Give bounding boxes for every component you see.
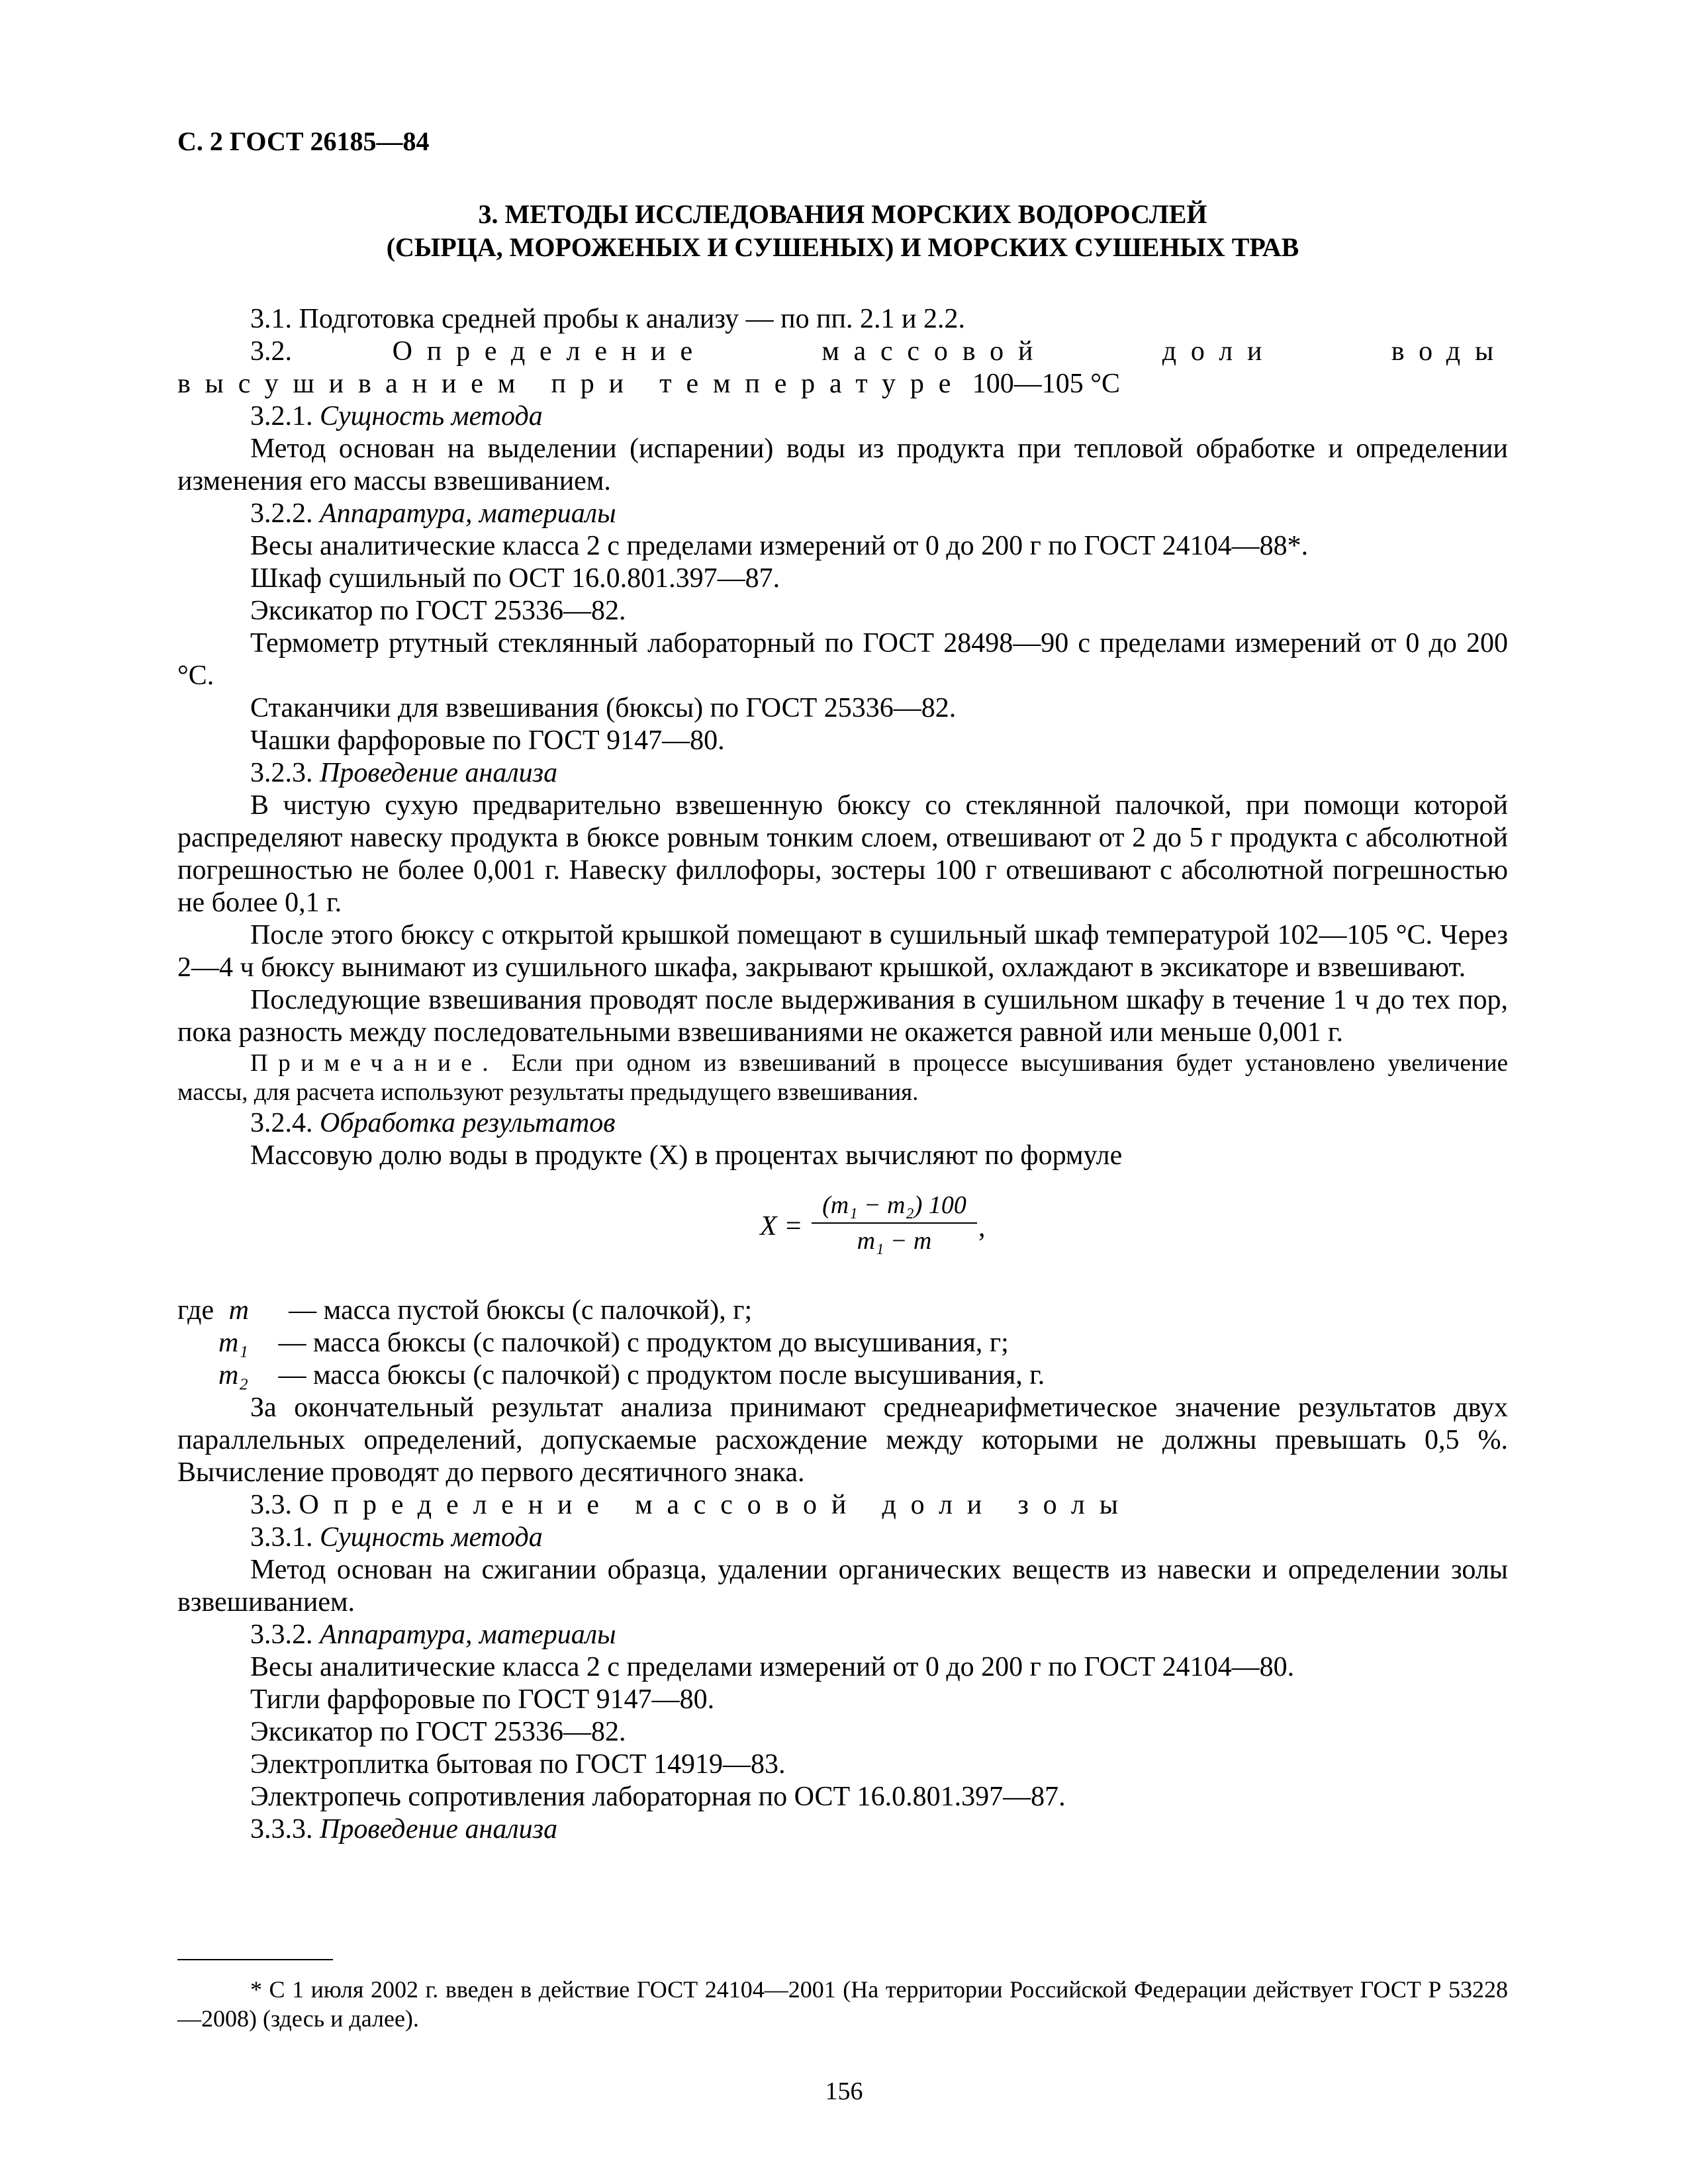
equipment-item: Электроплитка бытовая по ГОСТ 14919—83. xyxy=(250,1749,786,1780)
equipment-item: Весы аналитические класса 2 с пределами измерений от 0 до 200 г по ГОСТ 24104—80. xyxy=(250,1652,1295,1682)
paragraph-3-2 xyxy=(177,336,1508,400)
equipment-item: Электропечь сопротивления лабораторная по ОСТ 16.0.801.397—87. xyxy=(250,1782,1066,1812)
clause-number: 3.2.4. xyxy=(250,1108,313,1138)
equipment-item: Тигли фарфоровые по ГОСТ 9147—80. xyxy=(250,1684,715,1715)
page-number: 156 xyxy=(825,2077,863,2105)
section-title-line-1: 3. МЕТОДЫ ИССЛЕДОВАНИЯ МОРСКИХ ВОДОРОСЛЕЙ xyxy=(478,199,1207,229)
legend-symbol: m₂ xyxy=(218,1360,248,1390)
formula-numerator: (m₁ − m₂) 100 xyxy=(812,1191,977,1224)
paragraph-3-1: 3.1. Подготовка средней пробы к анализу — по пп. 2.1 и 2.2. xyxy=(250,304,966,334)
result-paragraph: За окончательный результат анализа принимают среднеарифметическое значение результатов двух параллельных определений, допускаемые расхождение между которыми не должны превышать 0,5 %. Вычисление проводят до первого десятичного знака. xyxy=(177,1392,1508,1488)
section-title-line-2: (СЫРЦА, МОРОЖЕНЫХ И СУШЕНЫХ) И МОРСКИХ СУШЕНЫХ ТРАВ xyxy=(386,232,1299,262)
paragraph-3-2-1-text: Метод основан на выделении (испарении) воды из продукта при тепловой обработке и определении изменения его массы взвешиванием. xyxy=(177,433,1508,496)
legend-row xyxy=(177,1359,1508,1392)
formula-comma: , xyxy=(978,1212,986,1243)
formula-intro: Массовую долю воды в продукте (X) в процентах вычисляют по формуле xyxy=(250,1140,1123,1171)
paragraph-3-3-1-heading xyxy=(177,1522,1508,1554)
legend-row xyxy=(177,1327,1508,1359)
clause-heading: Сущность метода xyxy=(320,401,543,432)
paragraph-3-3-1-text: Метод основан на сжигании образца, удалении органических веществ из навески и определении золы взвешиванием. xyxy=(177,1555,1508,1617)
paragraph-3-2-2-heading xyxy=(177,498,1508,530)
clause-heading: Проведение анализа xyxy=(320,1814,558,1844)
equipment-item: Чашки фарфоровые по ГОСТ 9147—80. xyxy=(250,725,725,756)
clause-number: 3.2.2. xyxy=(250,498,313,529)
clause-number: 3.3.2. xyxy=(250,1619,313,1650)
footnote: * С 1 июля 2002 г. введен в действие ГОСТ 24104—2001 (На территории Российской Федерации действует ГОСТ Р 53228—2008) (здесь и далее). xyxy=(177,1976,1508,2032)
legend-description: — масса пустой бюксы (с палочкой), г; xyxy=(289,1295,753,1326)
clause-heading: Аппаратура, материалы xyxy=(320,1619,616,1650)
clause-heading: Сущность метода xyxy=(320,1522,543,1553)
formula-fraction xyxy=(812,1191,977,1255)
clause-number: 3.3. xyxy=(250,1490,292,1520)
page-header: С. 2 ГОСТ 26185—84 xyxy=(177,126,430,156)
document-body xyxy=(177,303,1508,1846)
formula-denominator: m₁ − m xyxy=(857,1227,932,1255)
legend-description: — масса бюксы (с палочкой) с продуктом до высушивания, г; xyxy=(278,1328,1009,1358)
equipment-item: Эксикатор по ГОСТ 25336—82. xyxy=(250,1717,626,1747)
variable-legend xyxy=(177,1295,1508,1392)
clause-number: 3.2.3. xyxy=(250,758,313,788)
clause-heading-tail: 100—105 °С xyxy=(972,369,1121,399)
clause-heading-spaced: Определение массовой доли золы xyxy=(299,1490,1133,1520)
legend-row xyxy=(177,1295,1508,1327)
clause-number: 3.2. xyxy=(250,336,292,367)
equipment-item: Весы аналитические класса 2 с пределами измерений от 0 до 200 г по ГОСТ 24104—88*. xyxy=(250,531,1309,561)
paragraph-3-3-2-heading xyxy=(177,1619,1508,1651)
formula-lhs: X = xyxy=(760,1211,803,1242)
clause-heading: Обработка результатов xyxy=(320,1108,616,1138)
footnote-rule xyxy=(177,1959,333,1960)
paragraph-3-3-3-heading xyxy=(177,1813,1508,1846)
clause-heading: Аппаратура, материалы xyxy=(320,498,616,529)
formula xyxy=(177,1185,1508,1288)
clause-number: 3.3.1. xyxy=(250,1522,313,1553)
procedure-paragraph: В чистую сухую предварительно взвешенную бюксу со стеклянной палочкой, при помощи которой распределяют навеску продукта в бюксе ровным тонким слоем, отвешивают от 2 до 5 г продукта с абсолютной погрешностью не более 0,001 г. Навеску филлофоры, зостеры 100 г отвешивают с абсолютной погрешностью не более 0,1 г. xyxy=(177,790,1508,918)
legend-description: — масса бюксы (с палочкой) с продуктом после высушивания, г. xyxy=(278,1360,1045,1390)
note-text: Если при одном из взвешиваний в процессе высушивания будет установлено увеличение массы, для расчета используют результаты предыдущего взвешивания. xyxy=(177,1050,1508,1106)
equipment-item: Шкаф сушильный по ОСТ 16.0.801.397—87. xyxy=(250,563,780,594)
clause-heading-spaced: Определение массовой доли воды высушиванием при температуре xyxy=(177,336,1508,399)
clause-heading: Проведение анализа xyxy=(320,758,558,788)
equipment-item: Эксикатор по ГОСТ 25336—82. xyxy=(250,596,626,626)
equipment-item: Термометр ртутный стеклянный лабораторный по ГОСТ 28498—90 с пределами измерений от 0 до 200 °С. xyxy=(177,628,1508,691)
where-word: где xyxy=(177,1295,214,1326)
legend-symbol: m₁ xyxy=(218,1328,248,1358)
equipment-item: Стаканчики для взвешивания (бюксы) по ГОСТ 25336—82. xyxy=(250,693,957,723)
paragraph-3-3 xyxy=(177,1489,1508,1522)
paragraph-3-2-4-heading xyxy=(177,1107,1508,1140)
note-label: Примечание. xyxy=(250,1050,499,1077)
legend-symbol: m xyxy=(228,1295,249,1326)
clause-number: 3.3.3. xyxy=(250,1814,313,1844)
procedure-paragraph: Последующие взвешивания проводят после выдерживания в сушильном шкафу в течение 1 ч до тех пор, пока разность между последовательными взвешиваниями не окажется равной или меньше 0,001 г. xyxy=(177,985,1508,1048)
paragraph-3-2-3-heading xyxy=(177,757,1508,790)
procedure-paragraph: После этого бюксу с открытой крышкой помещают в сушильный шкаф температурой 102—105 °С. Через 2—4 ч бюксу вынимают из сушильного шкафа, закрывают крышкой, охлаждают в эксикаторе и взвешивают. xyxy=(177,920,1508,983)
paragraph-3-2-1-heading xyxy=(177,400,1508,433)
note xyxy=(177,1049,1508,1107)
clause-number: 3.2.1. xyxy=(250,401,313,432)
